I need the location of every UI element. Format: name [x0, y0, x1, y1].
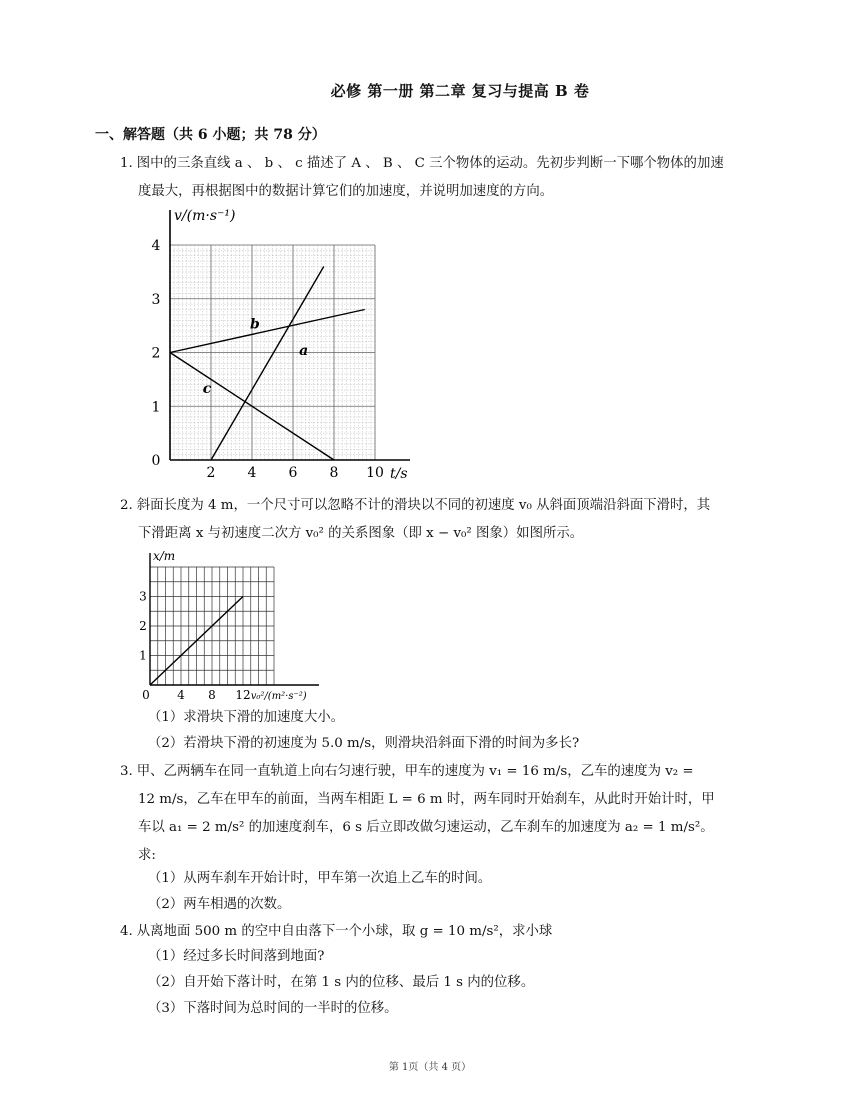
x-tick-label: 0: [142, 688, 150, 702]
question-2-line-1: 斜面长度为 4 m，一个尺寸可以忽略不计的滑块以不同的初速度 v₀ 从斜面顶端沿斜面下滑时，其: [136, 498, 711, 513]
x-tick-label: 6: [288, 465, 298, 481]
question-2-part-2: （2）若滑块下滑的初速度为 5.0 m/s，则滑块沿斜面下滑的时间为多长?: [148, 736, 580, 751]
section-heading: 一、解答题（共 6 小题；共 78 分）: [95, 127, 326, 143]
question-4-part-1: （1）经过多长时间落到地面?: [148, 949, 325, 964]
question-2-line-2: 下滑距离 x 与初速度二次方 v₀² 的关系图象（即 x − v₀² 图象）如图所示。: [138, 526, 584, 541]
y-tick-label: 3: [151, 291, 161, 308]
question-3-line-4: 求:: [138, 848, 156, 863]
x-tick-label: 8: [329, 465, 339, 481]
question-3: [120, 758, 765, 870]
question-4-part-3: （3）下落时间为总时间的一半时的位移。: [148, 1001, 398, 1016]
question-number: 3.: [120, 764, 133, 779]
page-title: 必修 第一册 第二章 复习与提高 B 卷: [330, 82, 590, 100]
x-axis-label: t/s: [390, 466, 408, 482]
question-3-line-2: 12 m/s，乙车在甲车的前面，当两车相距 L = 6 m 时，两车同时开始刹车，从此时开始计时，甲: [138, 792, 715, 807]
question-4-part-2: （2）自开始下落计时，在第 1 s 内的位移、最后 1 s 内的位移。: [148, 975, 535, 990]
x-axis-label: v₀²/(m²·s⁻²): [250, 691, 307, 702]
x-v0sq-graph: [135, 545, 325, 705]
x-tick-label: 4: [177, 688, 185, 702]
question-1-text: [120, 156, 765, 206]
y-tick-label: 4: [151, 238, 161, 254]
x-tick-label: 12: [235, 688, 251, 702]
question-3-line-3: 车以 a₁ = 2 m/s² 的加速度刹车，6 s 后立即改做匀速运动，乙车刹车的加速度为 a₂ = 1 m/s²。: [138, 820, 714, 835]
y-axis-label: v/(m·s⁻¹): [174, 208, 236, 224]
question-3-part-1: （1）从两车刹车开始计时，甲车第一次追上乙车的时间。: [148, 871, 492, 886]
x-tick-label: 2: [206, 465, 216, 481]
x-tick-label: 8: [208, 688, 216, 702]
question-4: [120, 918, 765, 946]
question-3-line-1: 甲、乙两辆车在同一直轨道上向右匀速行驶，甲车的速度为 v₁ = 16 m/s，乙车的速度为 v₂ =: [136, 764, 694, 779]
question-1: [120, 150, 765, 206]
x-tick-label: 10: [366, 465, 384, 481]
x-tick-label: 4: [247, 465, 257, 481]
y-axis-label: x/m: [153, 549, 176, 563]
y-tick-label: 2: [151, 345, 161, 362]
question-1-line-2: 度最大，再根据图中的数据计算它们的加速度，并说明加速度的方向。: [138, 184, 554, 199]
question-2-part-1: （1）求滑块下滑的加速度大小。: [148, 710, 344, 725]
y-tick-label: 1: [139, 648, 147, 663]
series-label-c: c: [202, 380, 212, 397]
series-label-a: a: [299, 343, 309, 360]
question-number: 2.: [120, 498, 133, 513]
question-2: [120, 492, 765, 548]
question-number: 4.: [120, 924, 133, 939]
page-footer: 第 1页（共 4 页）: [388, 1062, 472, 1073]
question-3-part-2: （2）两车相遇的次数。: [148, 897, 291, 912]
question-number: 1.: [120, 156, 133, 171]
question-1-line-1: 图中的三条直线 a 、 b 、 c 描述了 A 、 B 、 C 三个物体的运动。先初步判断一下哪个物体的加速: [136, 156, 724, 171]
vt-graph: [135, 200, 425, 490]
series-label-b: b: [249, 316, 260, 333]
y-tick-label: 1: [151, 399, 161, 416]
y-tick-label: 2: [139, 619, 147, 633]
y-tick-label: 0: [151, 453, 161, 469]
question-4-line-1: 从离地面 500 m 的空中自由落下一个小球，取 g = 10 m/s²，求小球: [136, 924, 553, 939]
y-tick-label: 3: [139, 589, 147, 604]
